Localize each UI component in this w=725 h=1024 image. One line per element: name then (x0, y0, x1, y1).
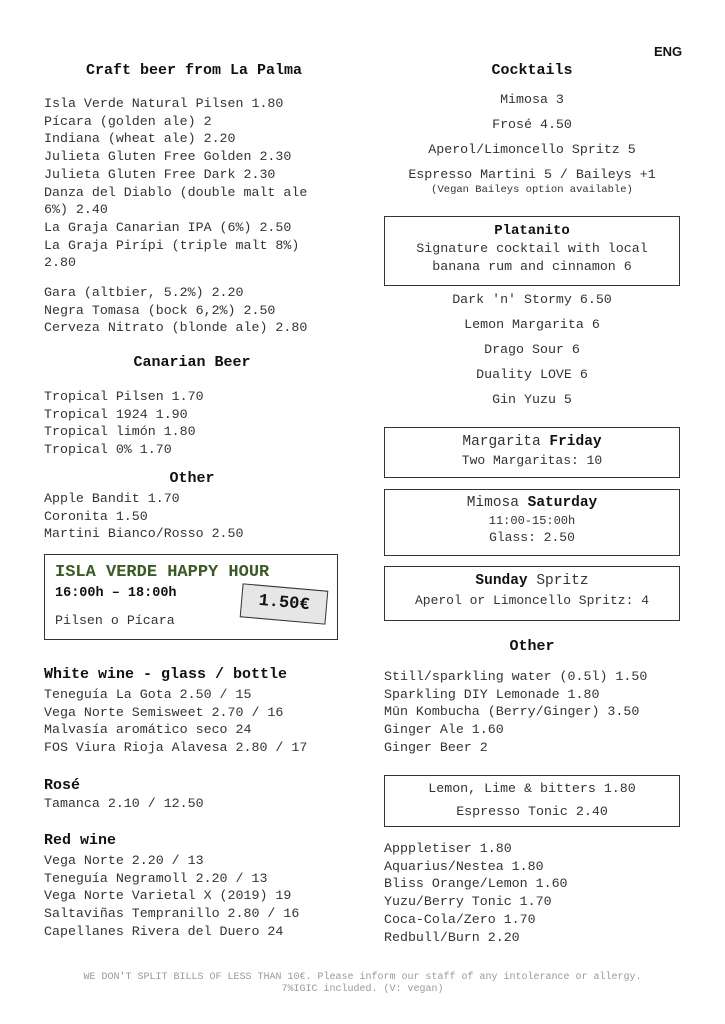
cocktail-item: Lemon Margarita 6 (464, 317, 600, 332)
other-drinks-list-b (384, 840, 684, 946)
language-label: ENG (654, 44, 683, 59)
list-item: Bliss Orange/Lemon 1.60 (384, 876, 568, 892)
cocktail-item: Drago Sour 6 (484, 342, 580, 357)
footer-line-1: WE DON'T SPLIT BILLS OF LESS THAN 10€. Please inform our staff of any intolerance or allergy. (83, 972, 642, 983)
platanito-box (384, 216, 680, 286)
list-item: Ginger Ale 1.60 (384, 722, 504, 738)
list-item: Julieta Gluten Free Golden 2.30 (44, 149, 292, 165)
list-item: FOS Viura Rioja Alavesa 2.80 / 17 (44, 740, 308, 756)
sunday-spritz-title: Sunday Spritz (475, 573, 589, 589)
sunday-spritz-box (384, 566, 680, 621)
list-item: Tropical Pilsen 1.70 (44, 389, 204, 404)
happy-hour-price-tag: 1.50€ (240, 583, 329, 624)
margarita-friday-title: Margarita Friday (462, 434, 602, 450)
list-item: Vega Norte 2.20 / 13 (44, 853, 204, 868)
list-item: Teneguía Negramoll 2.20 / 13 (44, 870, 268, 886)
craft-beer-list-a (44, 95, 344, 272)
espresso-tonic: Espresso Tonic 2.40 (456, 804, 608, 819)
cocktails-title: Cocktails (491, 62, 573, 79)
list-item: Tropical 0% 1.70 (44, 442, 172, 458)
white-wine-list (44, 686, 344, 757)
rose-list (44, 795, 344, 813)
cocktail-item: Espresso Martini 5 / Baileys +1 (408, 167, 656, 182)
other-drinks-list-a (384, 668, 684, 757)
vegan-baileys-note: (Vegan Baileys option available) (431, 184, 633, 196)
platanito-desc-2: banana rum and cinnamon 6 (432, 259, 632, 274)
mimosa-saturday-hours: 11:00-15:00h (488, 514, 576, 528)
canarian-beer-title: Canarian Beer (133, 354, 251, 371)
list-item: Coronita 1.50 (44, 508, 148, 524)
list-item: Aquarius/Nestea 1.80 (384, 858, 544, 874)
list-item: Vega Norte Varietal X (2019) 19 (44, 888, 292, 904)
margarita-friday-line: Two Margaritas: 10 (461, 453, 603, 468)
craft-beer-list-b (44, 284, 344, 337)
list-item: La Graja Canarian IPA (6%) 2.50 (44, 219, 292, 235)
footer-line-2: 7%IGIC included. (V: vegan) (281, 984, 444, 995)
cocktail-item: Duality LOVE 6 (476, 367, 588, 382)
list-item: Gara (altbier, 5.2%) 2.20 (44, 285, 244, 300)
rose-title: Rosé (44, 777, 81, 794)
margarita-friday-box (384, 427, 680, 478)
list-item: Isla Verde Natural Pilsen 1.80 (44, 96, 284, 111)
red-wine-title: Red wine (44, 832, 117, 849)
craft-beer-section (44, 62, 344, 79)
list-item: Tropical 1924 1.90 (44, 406, 188, 422)
list-item: Julieta Gluten Free Dark 2.30 (44, 166, 276, 182)
list-item: Apppletiser 1.80 (384, 841, 512, 856)
cocktail-item: Dark 'n' Stormy 6.50 (452, 292, 612, 307)
list-item: Mūn Kombucha (Berry/Ginger) 3.50 (384, 704, 640, 720)
list-item: Pícara (golden ale) 2 (44, 113, 212, 129)
list-item: Martini Bianco/Rosso 2.50 (44, 526, 244, 542)
other-beer-list (44, 490, 344, 543)
happy-hour-item: Pilsen o Pícara (55, 613, 175, 628)
list-item: Vega Norte Semisweet 2.70 / 16 (44, 704, 284, 720)
list-item: Saltaviñas Tempranillo 2.80 / 16 (44, 906, 300, 922)
list-item: Capellanes Rivera del Duero 24 (44, 923, 284, 939)
cocktails-list-b (384, 292, 680, 417)
list-item: Tropical limón 1.80 (44, 424, 196, 440)
platanito-desc-1: Signature cocktail with local (416, 241, 648, 256)
lemon-lime-bitters: Lemon, Lime & bitters 1.80 (428, 781, 636, 796)
list-item: Apple Bandit 1.70 (44, 491, 180, 506)
list-item: Malvasía aromático seco 24 (44, 722, 252, 738)
other-drinks-title: Other (509, 638, 555, 655)
list-item: Redbull/Burn 2.20 (384, 929, 520, 945)
other-beer-title: Other (169, 470, 215, 487)
happy-hour-box (44, 554, 338, 640)
white-wine-title: White wine - glass / bottle (44, 666, 288, 683)
cocktail-item: Gin Yuzu 5 (492, 392, 572, 407)
cocktail-item: Mimosa 3 (500, 92, 564, 107)
list-item: Indiana (wheat ale) 2.20 (44, 131, 236, 147)
list-item: Negra Tomasa (bock 6,2%) 2.50 (44, 302, 276, 318)
list-item: Still/sparkling water (0.5l) 1.50 (384, 669, 648, 684)
list-item: Ginger Beer 2 (384, 739, 488, 755)
list-item: Sparkling DIY Lemonade 1.80 (384, 686, 600, 702)
sunday-spritz-line: Aperol or Limoncello Spritz: 4 (414, 593, 650, 608)
list-item: Coca-Cola/Zero 1.70 (384, 911, 536, 927)
craft-beer-title: Craft beer from La Palma (85, 62, 303, 79)
happy-hour-title: ISLA VERDE HAPPY HOUR (55, 563, 270, 582)
cocktails-list-a (384, 92, 680, 192)
mimosa-saturday-title: Mimosa Saturday (466, 495, 598, 511)
cocktail-item: Aperol/Limoncello Spritz 5 (428, 142, 636, 157)
footer-note (40, 972, 685, 996)
mimosa-saturday-box (384, 489, 680, 556)
list-item: Danza del Diablo (double malt ale 6%) 2.40 (44, 184, 308, 218)
mimosa-saturday-price: Glass: 2.50 (489, 530, 575, 545)
list-item: Teneguía La Gota 2.50 / 15 (44, 687, 252, 702)
bitters-tonic-box (384, 775, 680, 827)
list-item: Yuzu/Berry Tonic 1.70 (384, 894, 552, 910)
red-wine-list (44, 852, 344, 941)
list-item: Cerveza Nitrato (blonde ale) 2.80 (44, 320, 308, 336)
happy-hour-time: 16:00h – 18:00h (55, 586, 177, 601)
list-item: Tamanca 2.10 / 12.50 (44, 796, 204, 811)
canarian-beer-list (44, 388, 344, 459)
platanito-title: Platanito (494, 223, 570, 239)
list-item: La Graja Pirípi (triple malt 8%) 2.80 (44, 237, 300, 271)
cocktail-item: Frosé 4.50 (492, 117, 572, 132)
